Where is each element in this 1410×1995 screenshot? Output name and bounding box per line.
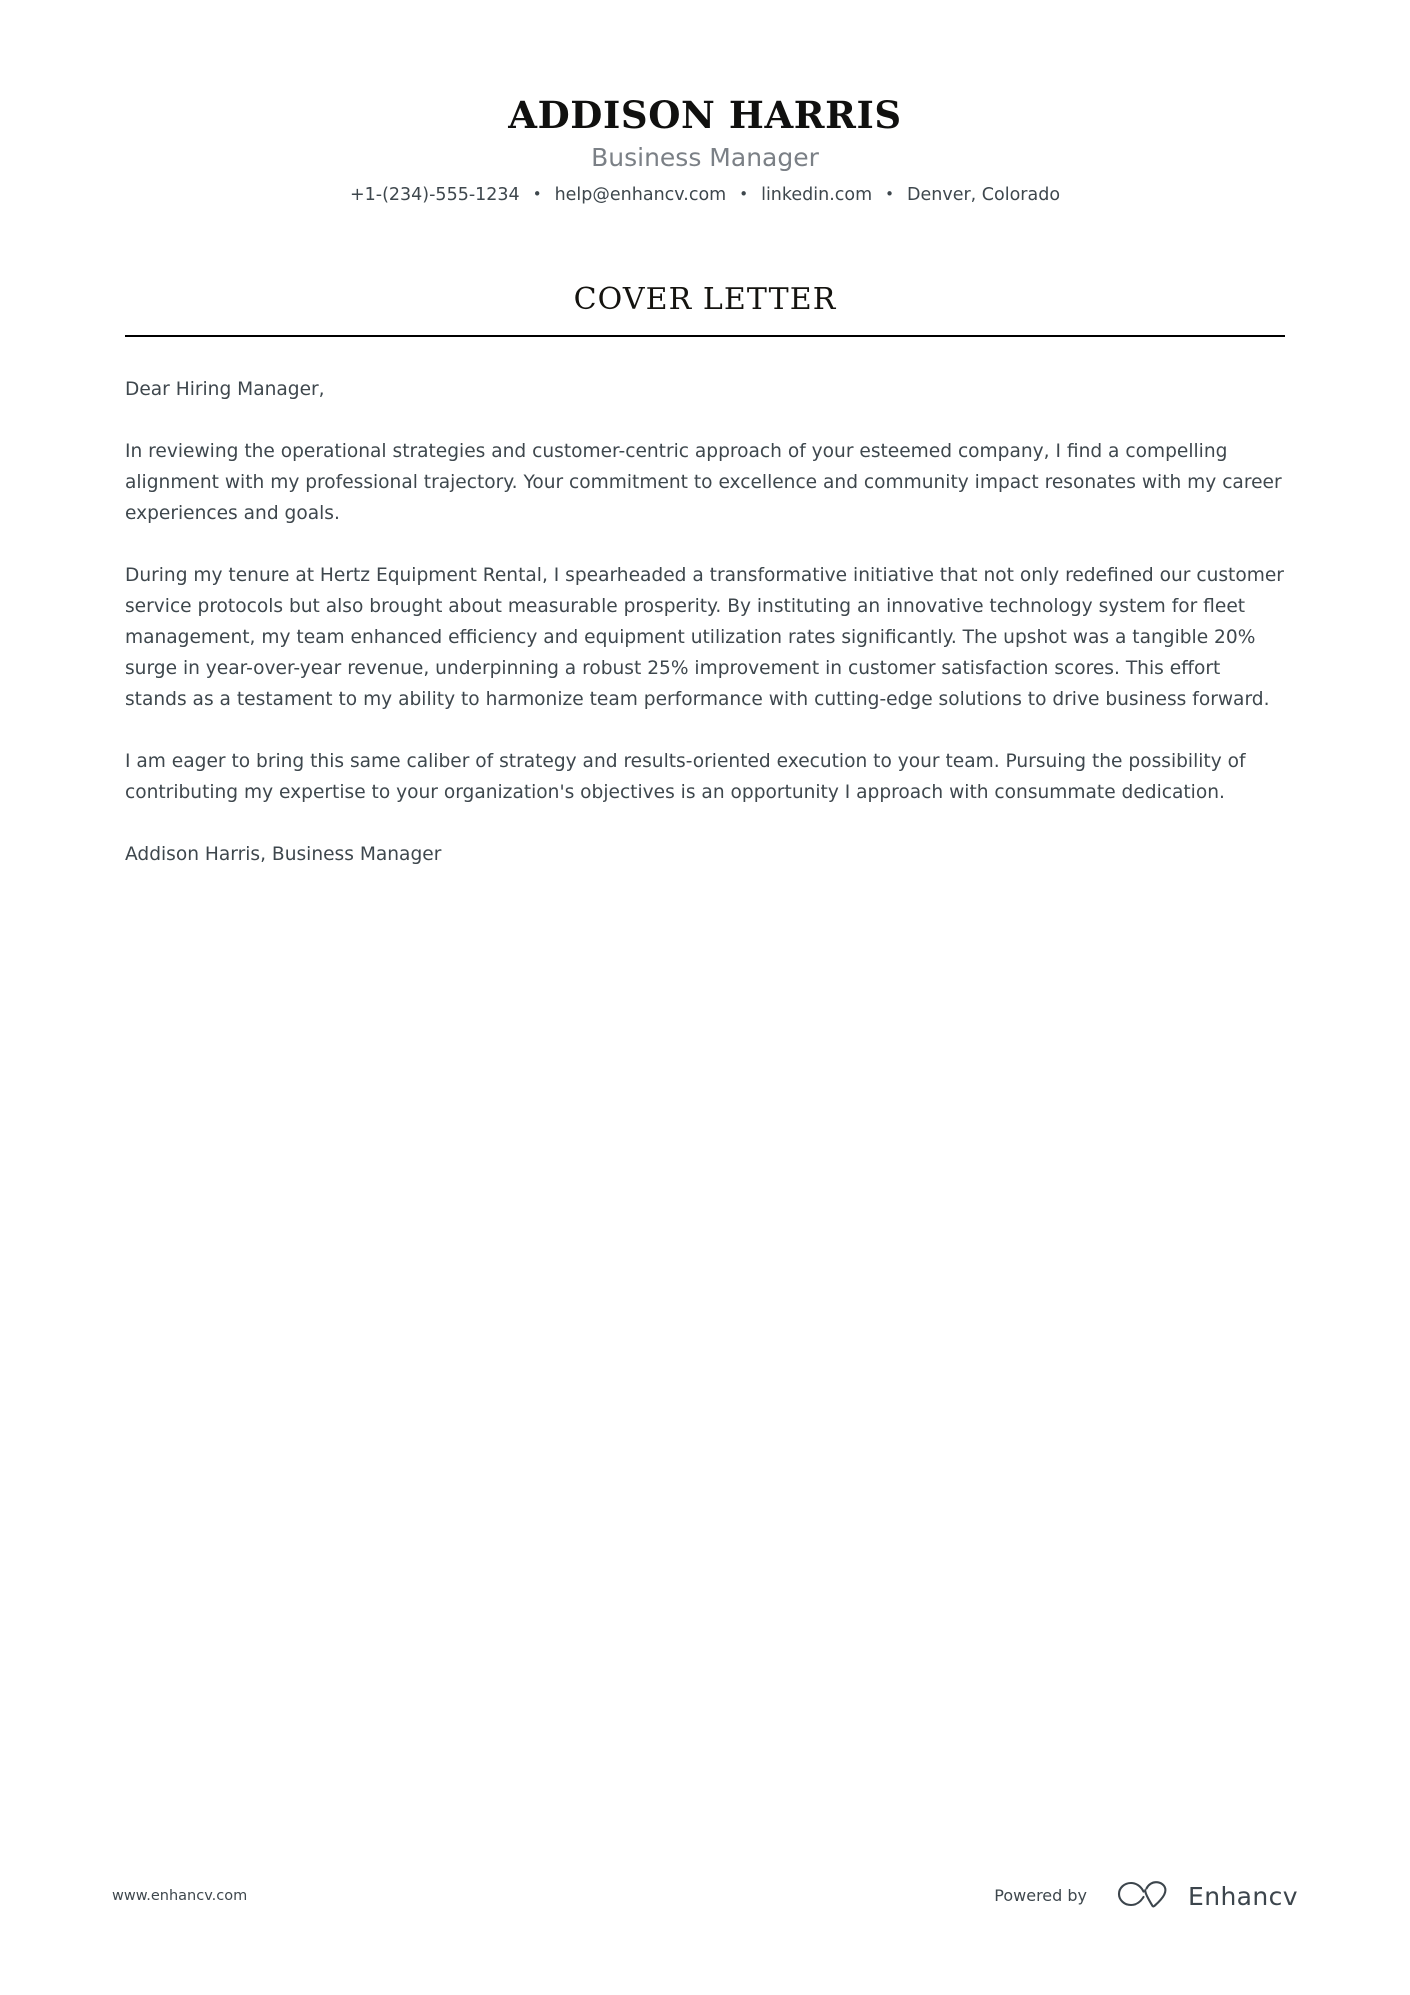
candidate-name: ADDISON HARRIS [508,93,902,137]
section-header [0,282,1410,337]
contact-email[interactable]: help@enhancv.com [554,184,727,205]
enhancv-infinity-heart-icon [1113,1879,1175,1913]
letter-signature: Addison Harris, Business Manager [125,843,442,865]
contact-separator-icon: • [885,184,895,203]
footer-branding [994,1879,1298,1913]
document-header [0,0,1410,207]
enhancv-wordmark: Enhancv [1188,1881,1298,1911]
contact-separator-icon: • [532,184,542,203]
footer-website-url[interactable]: www.enhancv.com [112,1887,248,1904]
contact-line [0,184,1410,207]
contact-location: Denver, Colorado [907,184,1061,205]
contact-separator-icon: • [739,184,749,203]
letter-body [0,374,1410,870]
letter-salutation: Dear Hiring Manager, [125,378,325,400]
candidate-role: Business Manager [591,143,819,173]
letter-paragraph-2: During my tenure at Hertz Equipment Rental, I spearheaded a transformative initiative that not only redefined our customer service protocols but also brought about measurable prosperity. By instituting an innovative technology system for fleet management, my team enhanced efficiency and equipment utilization rates significantly. The upshot was a tangible 20% surge in year-over-year revenue, underpinning a robust 25% improvement in customer satisfaction scores. This effort stands as a testament to my ability to harmonize team performance with cutting-edge solutions to drive business forward. [125,564,1284,710]
powered-by-label: Powered by [994,1886,1087,1905]
letter-paragraph-1: In reviewing the operational strategies and customer-centric approach of your esteemed company, I find a compelling alignment with my professional trajectory. Your commitment to excellence and community impact resonates with my career experiences and goals. [125,440,1282,524]
letter-paragraph-3: I am eager to bring this same caliber of strategy and results-oriented execution to your team. Pursuing the possibility of contributing my expertise to your organization's objectives is an opportunity I approach with consummate dedication. [125,750,1246,803]
contact-phone: +1-(234)-555-1234 [349,184,520,205]
page-footer [0,1879,1410,1913]
contact-linkedin[interactable]: linkedin.com [761,184,873,205]
section-divider [125,335,1285,337]
section-title: COVER LETTER [573,281,837,317]
